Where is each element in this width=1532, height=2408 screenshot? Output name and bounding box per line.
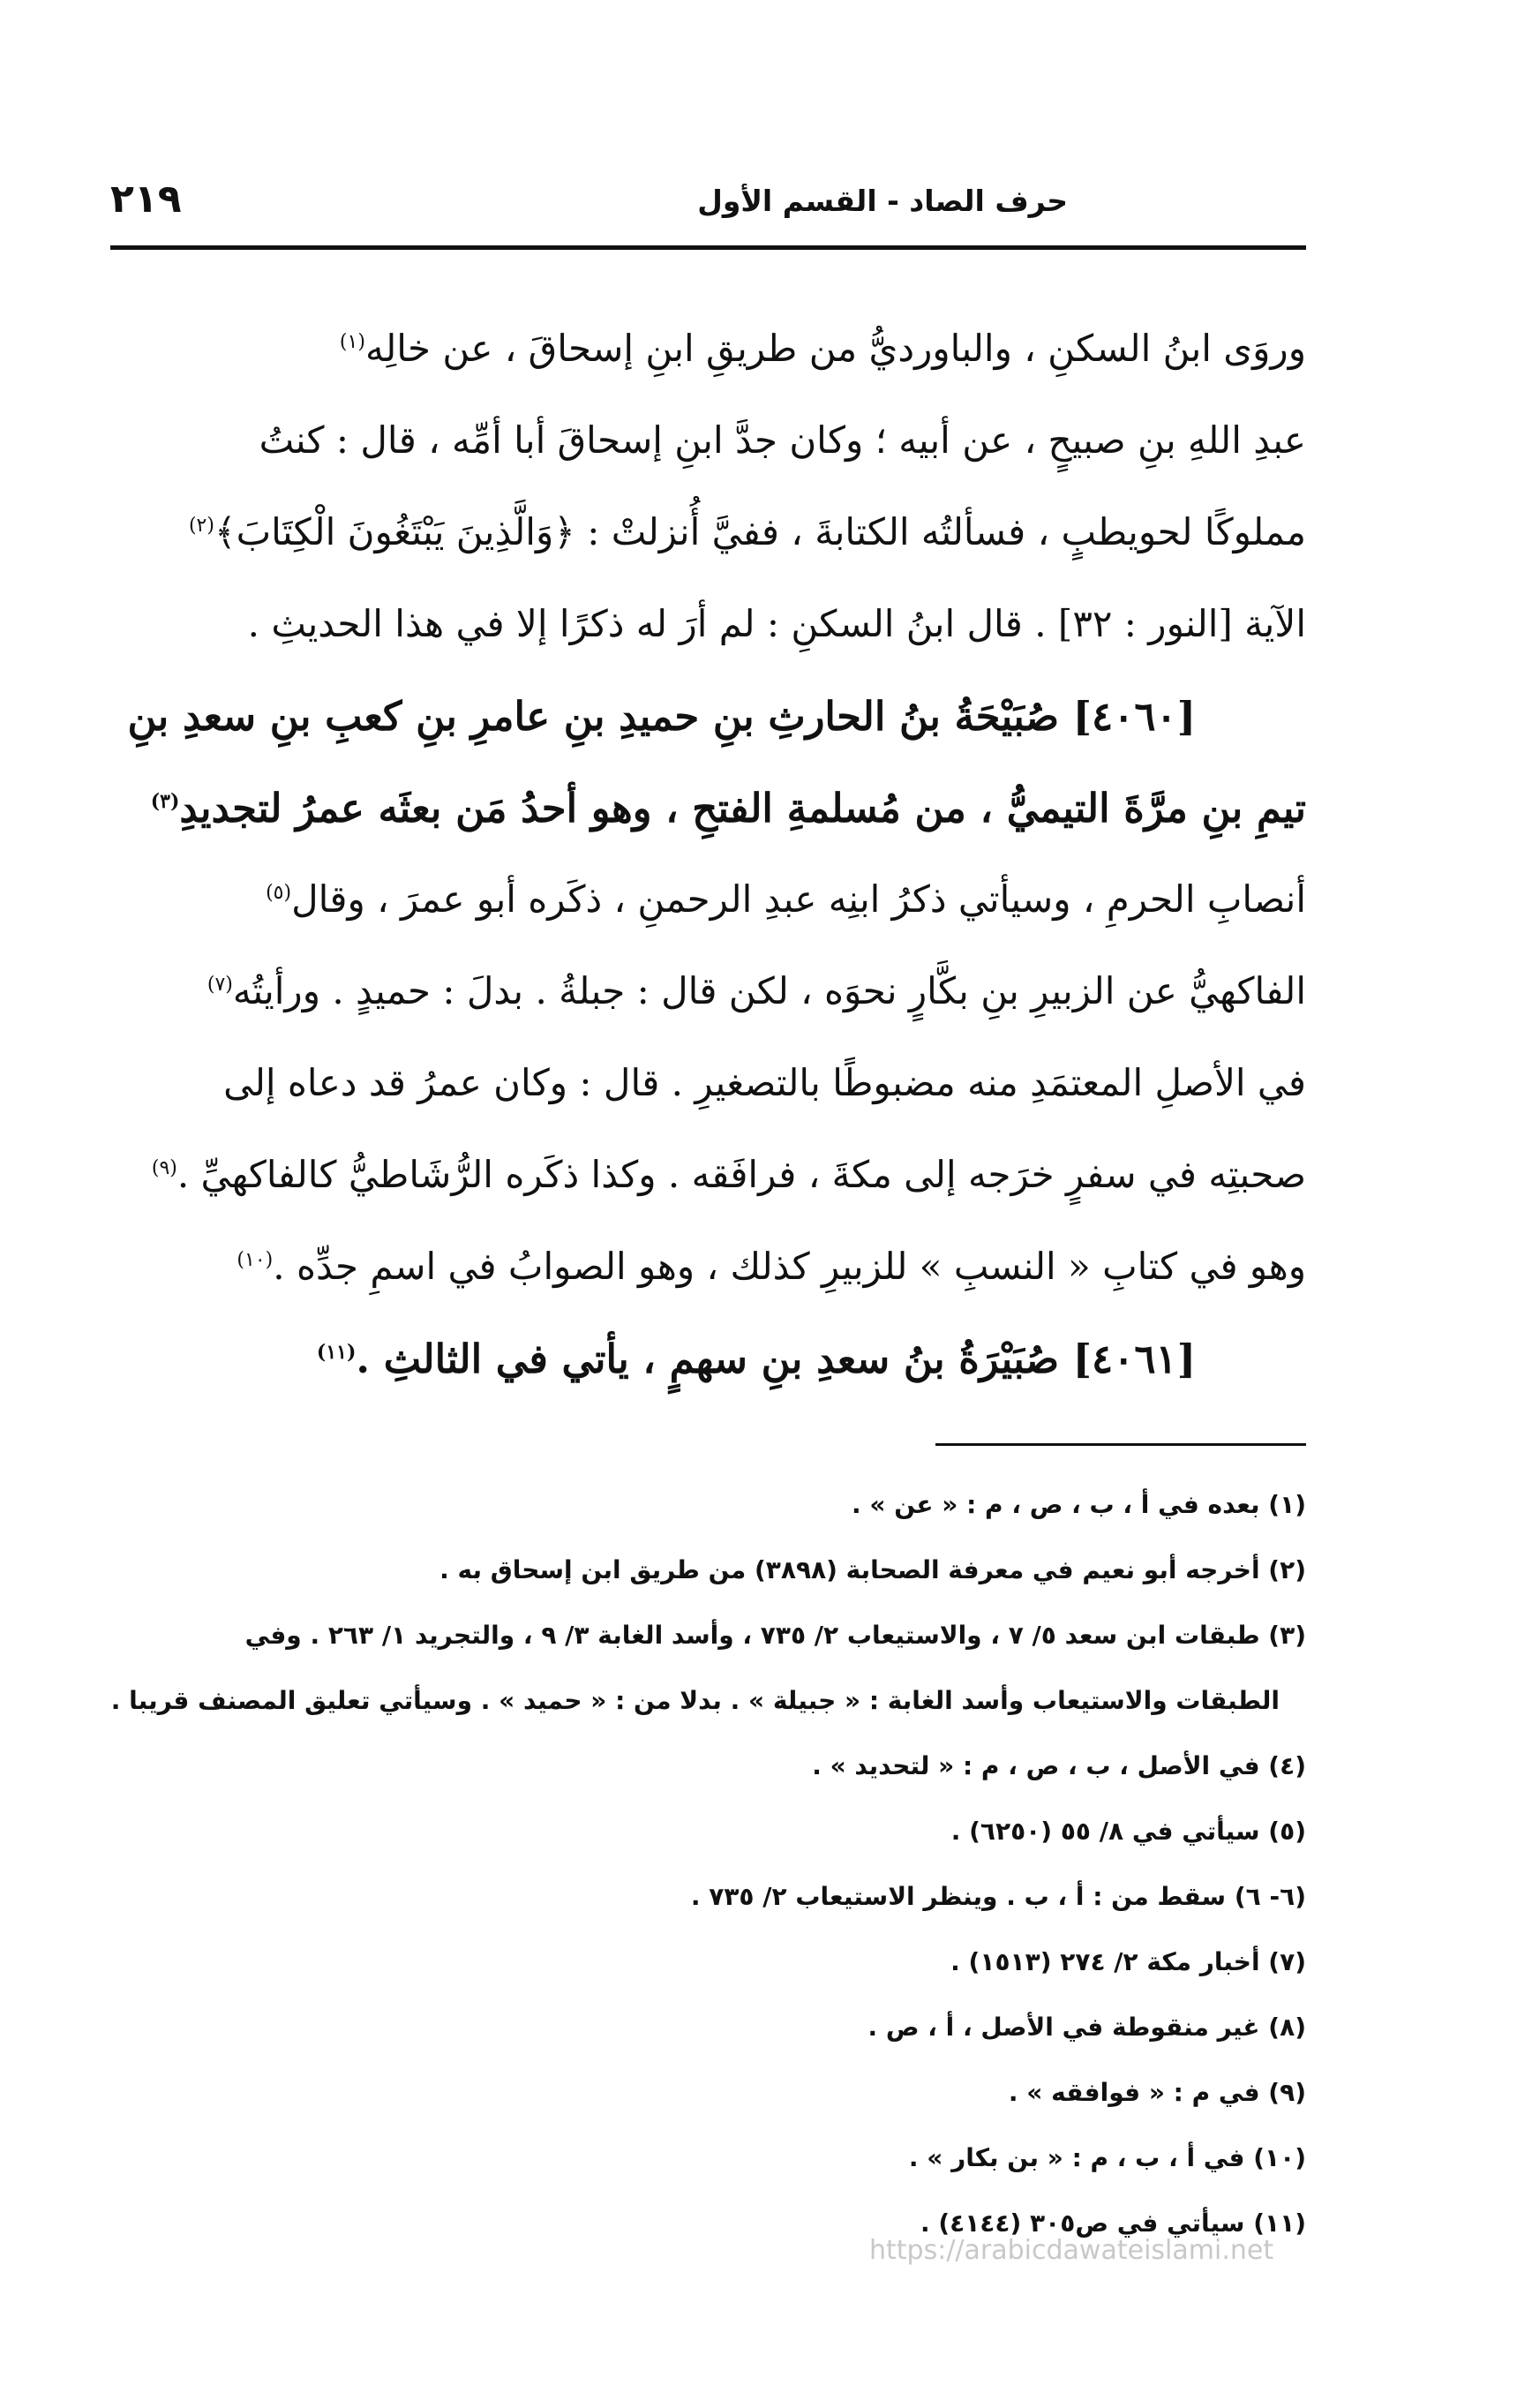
- footnote: (١١) سيأتي في ص٣٠٥ (٤١٤٤) .: [920, 2209, 1306, 2238]
- watermark-url: https://arabicdawateislami.net: [869, 2235, 1274, 2266]
- footnote: (٩) في م : « فوافقه » .: [1008, 2078, 1306, 2107]
- body-line: أنصابِ الحرمِ ، وسيأتي ذكرُ ابنِه عبدِ الرحمنِ ، ذكَره أبو عمرَ ، وقال$^{(٥)}$: [266, 877, 1306, 921]
- footnote: (٧) أخبار مكة ٢/ ٢٧٤ (١٥١٣) .: [950, 1947, 1306, 1976]
- body-line: الآية [النور : ٣٢] . قال ابنُ السكنِ : لم أرَ له ذكرًا إلا في هذا الحديثِ .: [247, 602, 1306, 645]
- footnote-continuation: الطبقات والاستيعاب وأسد الغابة : « جبيلة » . بدلا من : « حميد » . وسيأتي تعليق المصنف قريبا .: [110, 1686, 1280, 1715]
- footnote-ref: (١): [339, 331, 365, 353]
- entry-heading-4061: [٤٠٦١] صُبَيْرَةُ بنُ سعدِ بنِ سهمٍ ، يأتي في الثالثِ .$^{(١١)}$: [316, 1336, 1196, 1382]
- entry-heading-4060: [٤٠٦٠] صُبَيْحَةُ بنُ الحارثِ بنِ حميدِ بنِ عامرِ بنِ كعبِ بنِ سعدِ بنِ: [127, 693, 1196, 740]
- footnote: (٢) أخرجه أبو نعيم في معرفة الصحابة (٣٨٩٨) من طريق ابن إسحاق به .: [439, 1555, 1306, 1584]
- footnote: (١٠) في أ ، ب ، م : « بن بكار » .: [908, 2143, 1306, 2172]
- body-line: مملوكًا لحويطبٍ ، فسألتُه الكتابةَ ، ففيَّ أُنزلتْ : ﴿وَالَّذِينَ يَبْتَغُونَ الْكِتَابَ﴾$^{(٢)}$: [188, 510, 1306, 553]
- footnote-ref: (١١): [316, 1341, 357, 1364]
- running-title: حرف الصاد - القسم الأول: [697, 184, 1068, 218]
- header-rule: [110, 245, 1306, 250]
- body-line: في الأصلِ المعتمَدِ منه مضبوطًا بالتصغيرِ . قال : وكان عمرُ قد دعاه إلى: [223, 1061, 1306, 1104]
- footnote: (٦- ٦) سقط من : أ ، ب . وينظر الاستيعاب ٢/ ٧٣٥ .: [690, 1882, 1306, 1911]
- body-line: الفاكهيُّ عن الزبيرِ بنِ بكَّارٍ نحوَه ، لكن قال : جبلةُ . بدلَ : حميدٍ . ورأيتُه$^{(٧)}$: [207, 969, 1306, 1012]
- footnote-ref: (٣): [150, 790, 180, 813]
- footnote-ref: (٧): [207, 974, 233, 996]
- body-line: وروَى ابنُ السكنِ ، والباورديُّ من طريقِ ابنِ إسحاقَ ، عن خالِه$^{(١)}$: [339, 327, 1306, 370]
- footnote-ref: (٢): [188, 515, 214, 537]
- footnote: (٨) غير منقوطة في الأصل ، أ ، ص .: [867, 2013, 1306, 2042]
- page-header: [110, 168, 1306, 238]
- footnotes: [110, 1472, 1306, 2256]
- body-line: عبدِ اللهِ بنِ صبيحٍ ، عن أبيه ؛ وكان جدَّ ابنِ إسحاقَ أبا أمِّه ، قال : كنتُ: [259, 418, 1306, 462]
- footnote-ref: (٥): [266, 882, 292, 904]
- footnote-ref: (٩): [151, 1157, 177, 1179]
- page-number: ٢١٩: [110, 177, 182, 222]
- footnote-ref: (١٠): [237, 1249, 274, 1271]
- footnote: (٣) طبقات ابن سعد ٥/ ٧ ، والاستيعاب ٢/ ٧٣٥ ، وأسد الغابة ٣/ ٩ ، والتجريد ١/ ٢٦٣ . وفي: [244, 1621, 1306, 1650]
- footnote: (١) بعده في أ ، ب ، ص ، م : « عن » .: [851, 1490, 1306, 1519]
- footnote: (٤) في الأصل ، ب ، ص ، م : « لتحديد » .: [812, 1751, 1306, 1780]
- footnote-rule: [935, 1443, 1306, 1446]
- main-text: [110, 297, 1306, 1398]
- body-line: وهو في كتابِ « النسبِ » للزبيرِ كذلك ، وهو الصوابُ في اسمِ جدِّه .$^{(١٠)}$: [237, 1245, 1306, 1288]
- footnote: (٥) سيأتي في ٨/ ٥٥ (٦٢٥٠) .: [950, 1817, 1306, 1846]
- body-line: صحبتِه في سفرٍ خرَجه إلى مكةَ ، فرافَقه . وكذا ذكَره الرُّشَاطيُّ كالفاكهيِّ .$^{(٩)}$: [151, 1153, 1306, 1196]
- body-line: تيمِ بنِ مرَّةَ التيميُّ ، من مُسلمةِ الفتحِ ، وهو أحدُ مَن بعثَه عمرُ لتجديدِ$^{(٣)}$: [150, 785, 1306, 832]
